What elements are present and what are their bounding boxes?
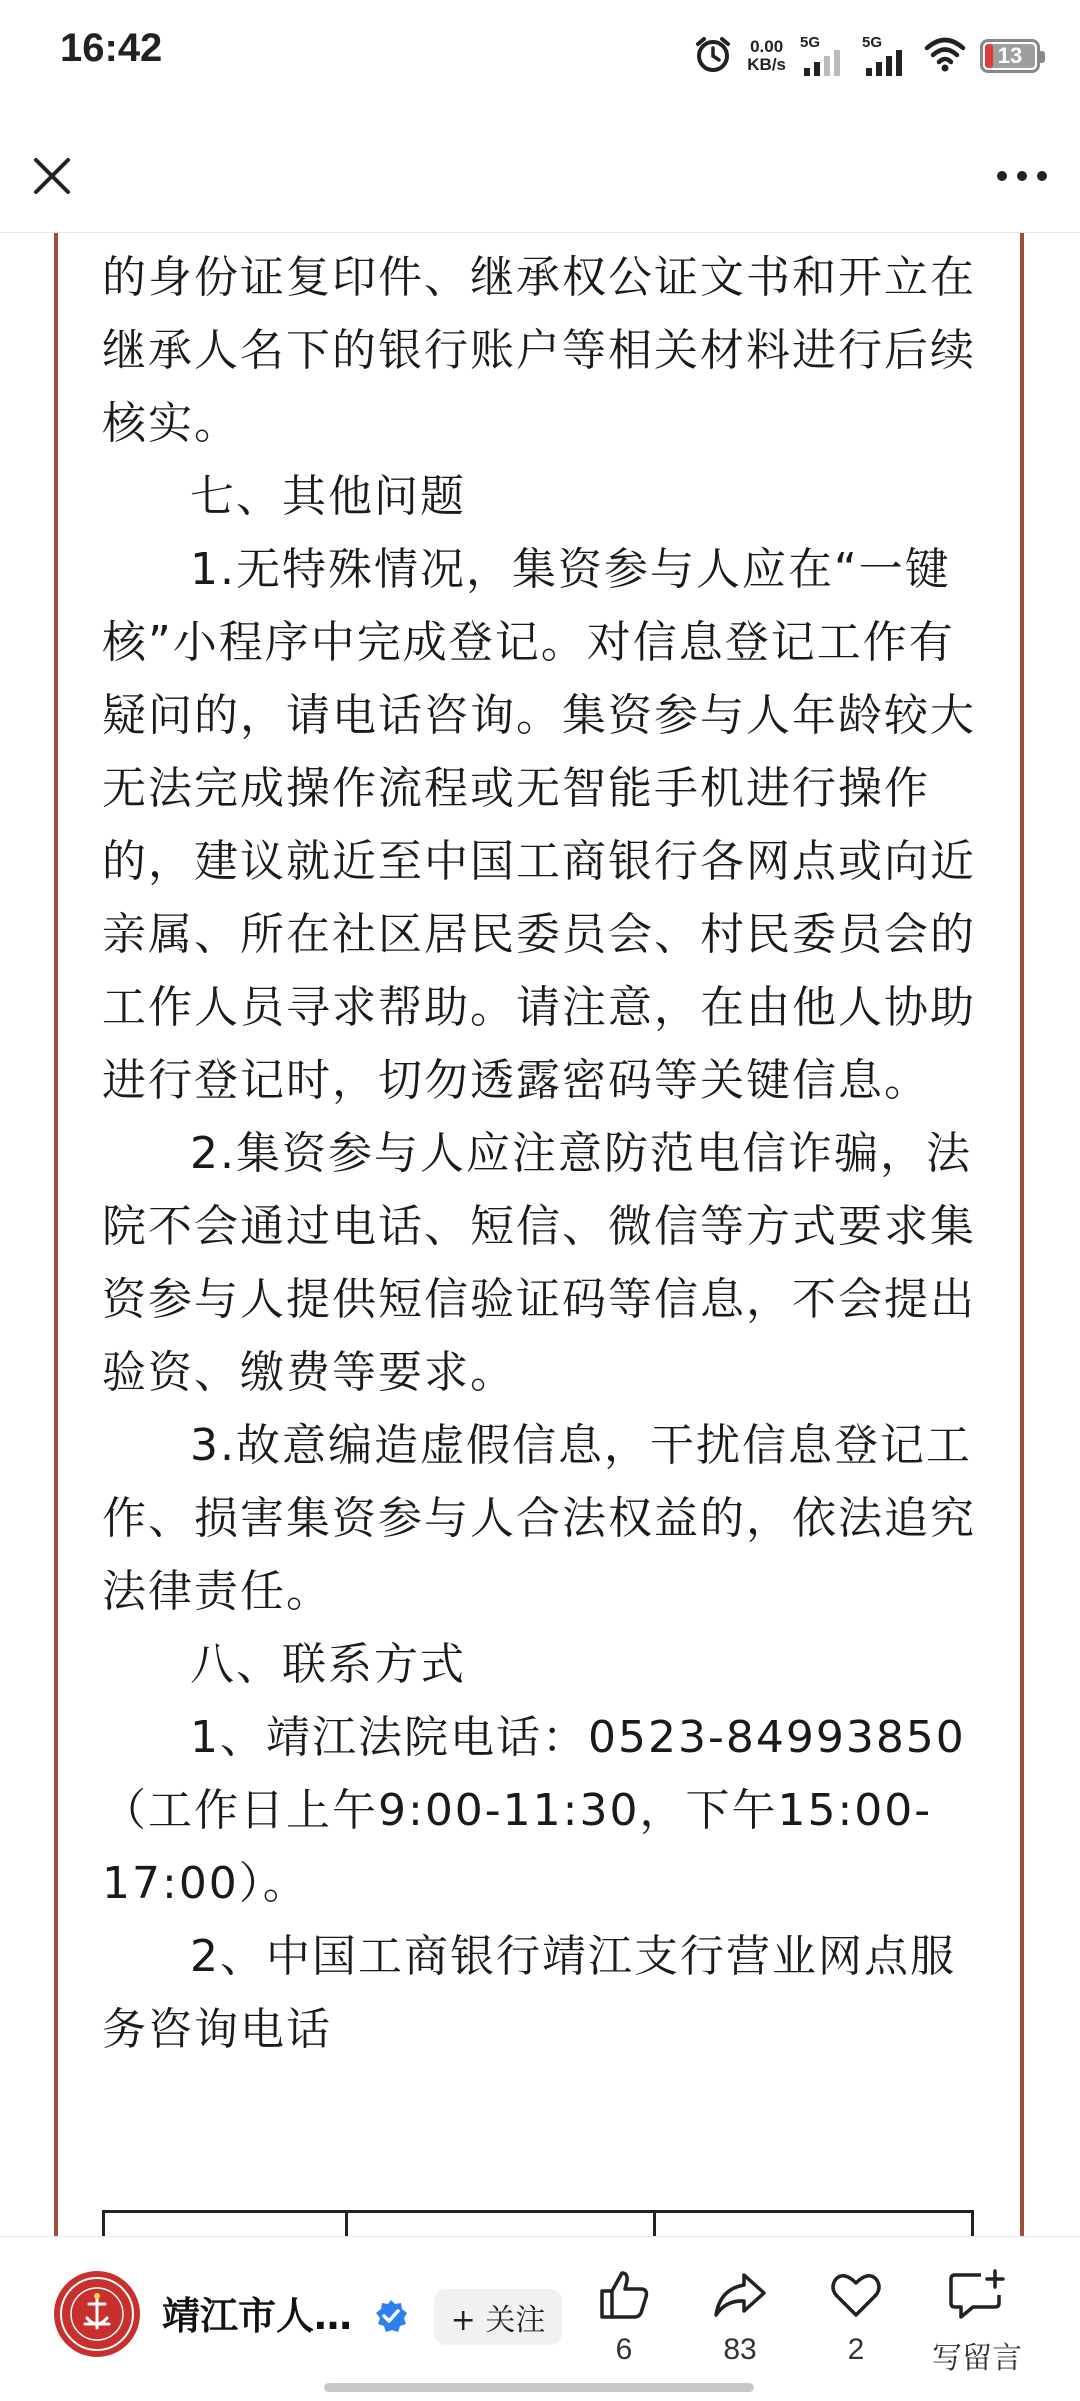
paragraph: 1.无特殊情况，集资参与人应在“一键核”小程序中完成登记。对信息登记工作有疑问的，请电话咨询。集资参与人年龄较大无法完成操作流程或无智能手机进行操作的，建议就近至中国工商银行各网点或向近亲属、所在社区居民委员会、村民委员会的工作人员寻求帮助。请注意，在由他人协助进行登记时，切勿透露密码等关键信息。 xyxy=(102,544,976,1106)
court-emblem-icon xyxy=(57,2274,137,2354)
share-button[interactable] xyxy=(690,2267,790,2387)
like-count: 6 xyxy=(615,2333,633,2366)
table-column-divider xyxy=(653,2213,656,2236)
signal-bars-icon xyxy=(862,34,910,78)
status-bar xyxy=(0,0,1080,110)
thumbs-up-icon xyxy=(596,2267,652,2323)
battery-level: 13 xyxy=(997,43,1023,68)
heart-icon xyxy=(828,2267,884,2323)
comment-add-icon xyxy=(947,2267,1007,2323)
home-indicator[interactable] xyxy=(324,2383,754,2392)
paragraph: 1、靖江法院电话：0523-84993850（工作日上午9:00-11:30，下午15:00-17:00）。 xyxy=(102,1712,966,1909)
close-icon xyxy=(32,156,72,196)
section-heading: 七、其他问题 xyxy=(190,471,466,522)
net-speed-unit: KB/s xyxy=(747,55,786,74)
top-nav xyxy=(0,110,1080,233)
article-content[interactable] xyxy=(0,233,1080,2236)
sim1-label: 5G xyxy=(800,34,821,51)
follow-button[interactable]: + 关注 xyxy=(434,2289,562,2345)
more-icon xyxy=(996,170,1048,182)
verified-icon xyxy=(374,2299,408,2333)
article-body xyxy=(102,241,982,2066)
paragraph: 的身份证复印件、继承权公证文书和开立在继承人名下的银行账户等相关材料进行后续核实。 xyxy=(102,252,976,449)
signal-sim1 xyxy=(800,34,848,78)
net-speed xyxy=(747,38,786,74)
like-button[interactable] xyxy=(574,2267,674,2387)
more-button[interactable] xyxy=(990,146,1054,206)
table-column-divider xyxy=(345,2213,348,2236)
contact-table xyxy=(102,2210,974,2236)
wifi-icon xyxy=(924,36,966,76)
account-name[interactable]: 靖江市人… xyxy=(162,2294,353,2338)
favorite-count: 2 xyxy=(847,2333,865,2366)
section-heading: 八、联系方式 xyxy=(190,1639,466,1690)
status-icons xyxy=(693,28,1040,84)
favorite-button[interactable] xyxy=(806,2267,906,2387)
account-avatar[interactable] xyxy=(54,2271,140,2357)
paragraph: 2.集资参与人应注意防范电信诈骗，法院不会通过电话、短信、微信等方式要求集资参与人提供短信验证码等信息，不会提出验资、缴费等要求。 xyxy=(102,1128,976,1398)
battery-icon xyxy=(980,39,1040,73)
frame-border-left xyxy=(54,233,58,2236)
signal-sim2 xyxy=(862,34,910,78)
paragraph: 2、中国工商银行靖江支行营业网点服务咨询电话 xyxy=(102,1931,956,2055)
paragraph: 3.故意编造虚假信息，干扰信息登记工作、损害集资参与人合法权益的，依法追究法律责任。 xyxy=(102,1420,976,1617)
close-button[interactable] xyxy=(22,146,82,206)
share-count: 83 xyxy=(723,2333,757,2366)
comment-button[interactable] xyxy=(922,2267,1032,2387)
status-time: 16:42 xyxy=(60,26,163,70)
signal-bars-icon xyxy=(800,34,848,78)
sim2-label: 5G xyxy=(862,34,883,51)
share-icon xyxy=(712,2267,768,2323)
frame-border-right xyxy=(1020,233,1024,2236)
bottom-bar xyxy=(0,2236,1080,2401)
comment-label: 写留言 xyxy=(932,2342,1022,2375)
alarm-icon xyxy=(693,34,733,78)
net-speed-value: 0.00 xyxy=(750,37,784,56)
